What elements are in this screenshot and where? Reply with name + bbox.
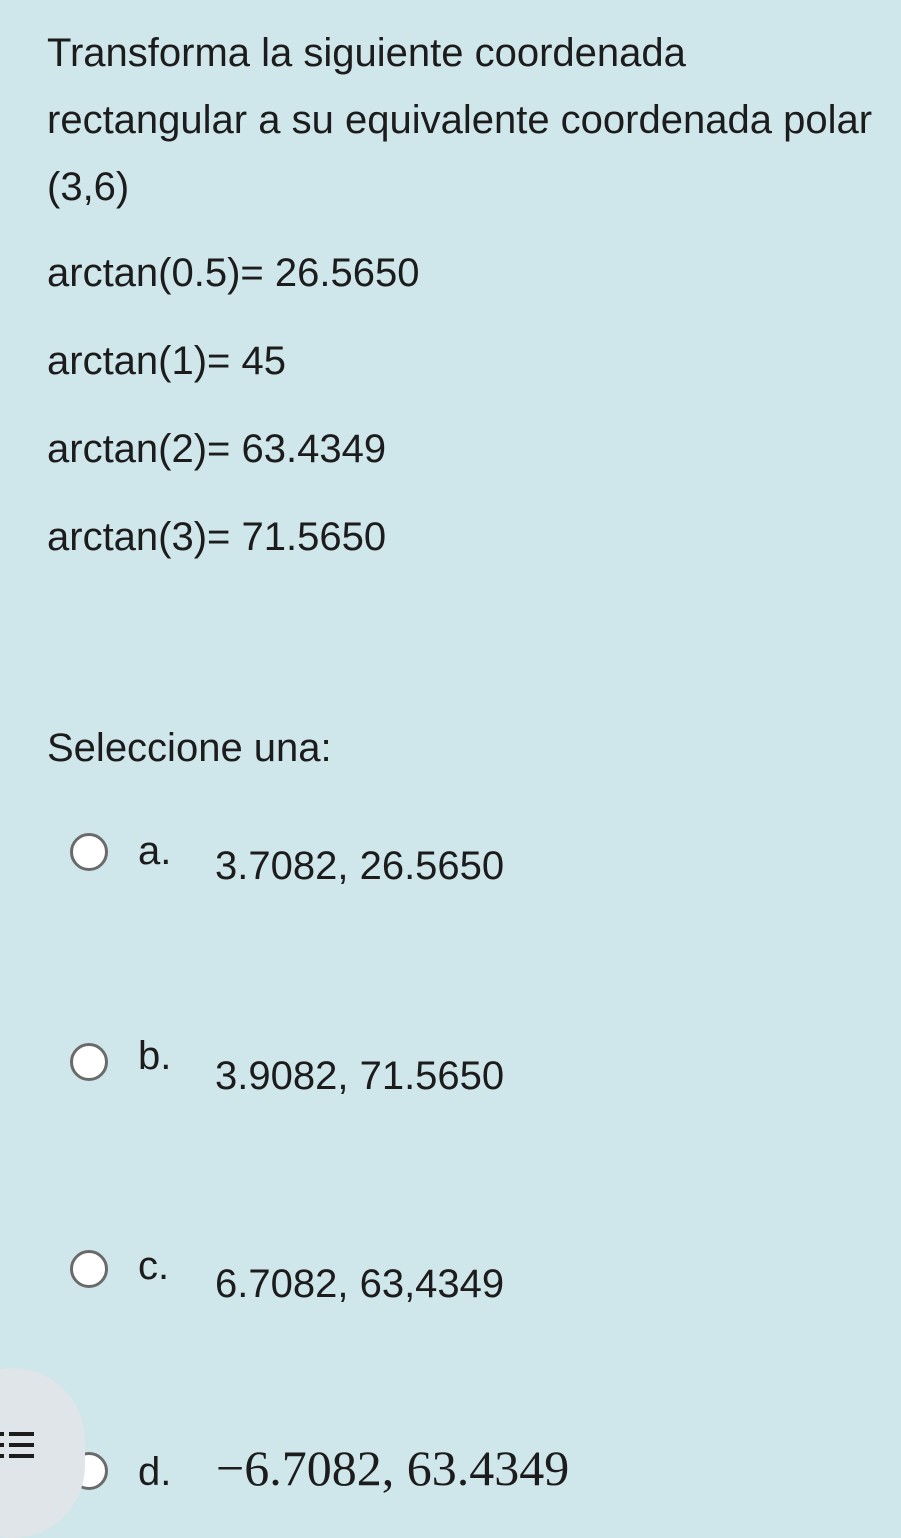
option-b[interactable]: [0, 1036, 901, 1116]
hint-arctan-0-5: arctan(0.5)= 26.5650: [47, 251, 420, 295]
option-c-value: 6.7082, 63,4349: [215, 1262, 505, 1306]
option-d[interactable]: [0, 1440, 901, 1532]
hint-arctan-1: arctan(1)= 45: [47, 339, 287, 383]
question-text: Transforma la siguiente coordenada rectangular a su equivalente coordenada polar (3,6): [47, 31, 873, 209]
hint-arctan-3: arctan(3)= 71.5650: [47, 515, 387, 559]
select-one-prompt: Seleccione una:: [47, 726, 332, 770]
option-a-letter: a.: [138, 829, 172, 873]
option-d-value: −6.7082, 63.4349: [216, 1440, 570, 1496]
option-b-letter: b.: [138, 1034, 172, 1078]
option-a-radio[interactable]: [70, 833, 108, 871]
hint-list: [47, 240, 419, 592]
option-c-radio[interactable]: [70, 1250, 108, 1288]
option-a-value: 3.7082, 26.5650: [215, 844, 505, 888]
option-b-radio[interactable]: [70, 1043, 108, 1081]
option-b-value: 3.9082, 71.5650: [215, 1054, 505, 1098]
option-c-letter: c.: [138, 1244, 170, 1288]
option-a[interactable]: [0, 826, 901, 906]
list-menu-icon: [0, 1430, 34, 1460]
option-d-letter: d.: [138, 1450, 172, 1494]
option-c[interactable]: [0, 1246, 901, 1326]
hint-arctan-2: arctan(2)= 63.4349: [47, 427, 387, 471]
